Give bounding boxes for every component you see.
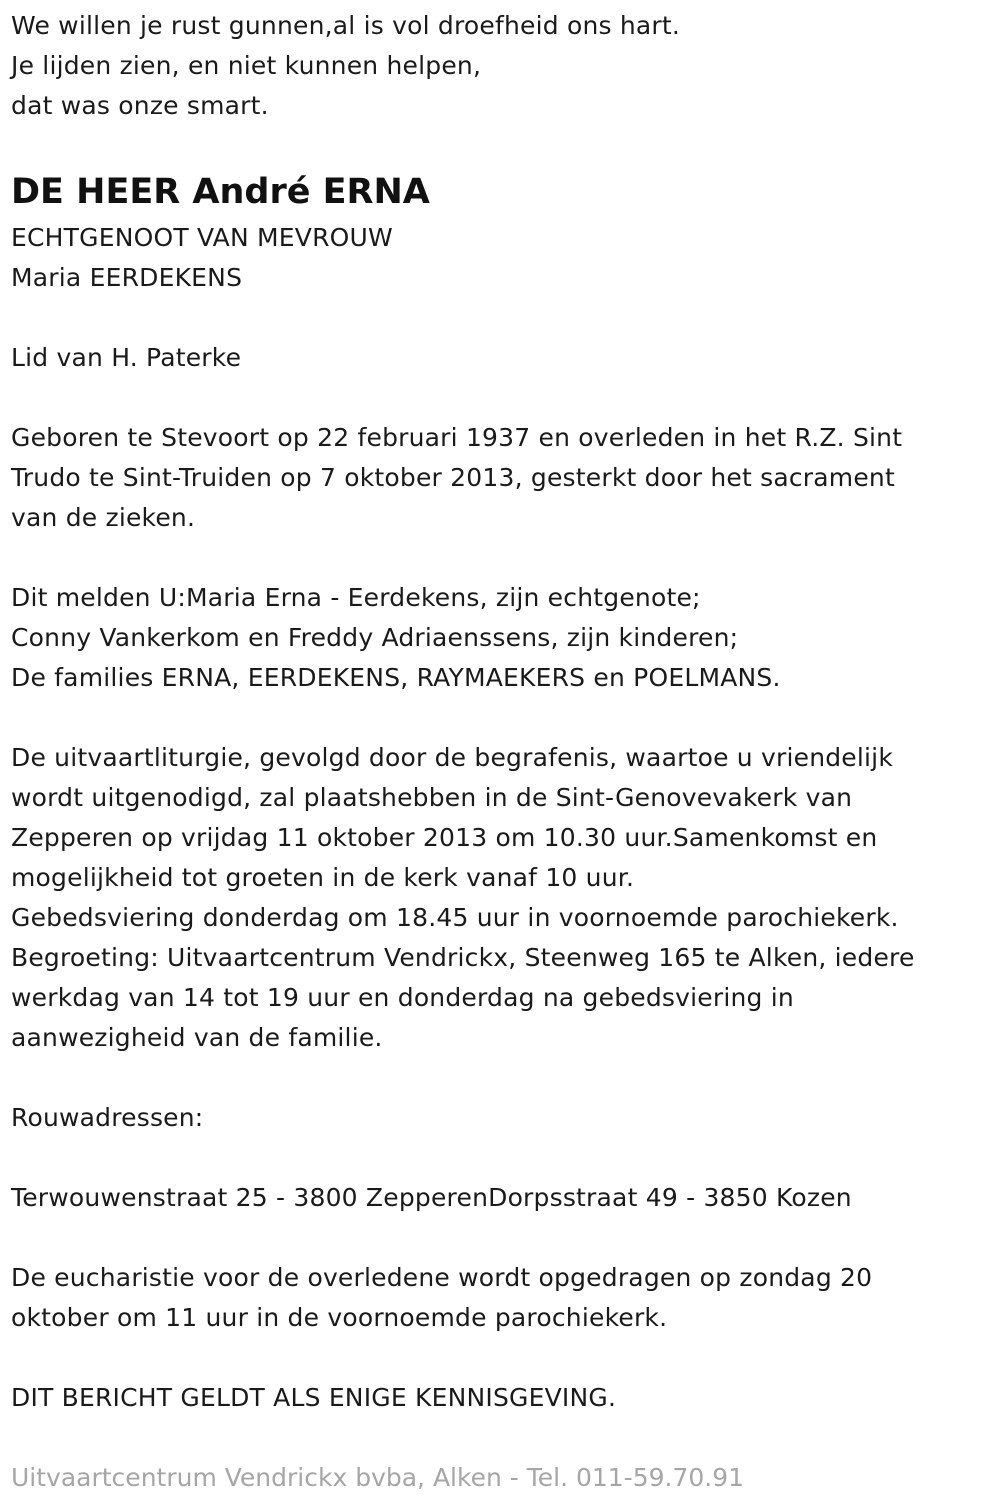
- deceased-name: DE HEER André ERNA: [11, 172, 430, 212]
- ceremony-line: mogelijkheid tot groeten in de kerk vanaf 10 uur.: [11, 863, 635, 892]
- membership-block: [11, 338, 960, 378]
- ceremony-line: Gebedsviering donderdag om 18.45 uur in voornoemde parochiekerk.: [11, 903, 899, 932]
- birth-death-block: [11, 418, 960, 538]
- notice: DIT BERICHT GELDT ALS ENIGE KENNISGEVING.: [11, 1383, 617, 1412]
- announcers-block: [11, 578, 960, 698]
- poem: [11, 6, 960, 126]
- ceremony-line: De uitvaartliturgie, gevolgd door de begrafenis, waartoe u vriendelijk: [11, 743, 894, 772]
- spouse-title: ECHTGENOOT VAN MEVROUW: [11, 223, 393, 252]
- addresses: Terwouwenstraat 25 - 3800 ZepperenDorpsstraat 49 - 3850 Kozen: [11, 1183, 852, 1212]
- spouse-name: Maria EERDEKENS: [11, 263, 243, 292]
- announcer-line: Dit melden U:Maria Erna - Eerdekens, zijn echtgenote;: [11, 583, 701, 612]
- announcer-line: De families ERNA, EERDEKENS, RAYMAEKERS en POELMANS.: [11, 663, 781, 692]
- funeral-home-footer: Uitvaartcentrum Vendrickx bvba, Alken - Tel. 011-59.70.91: [11, 1463, 745, 1492]
- eucharist-line: De eucharistie voor de overledene wordt opgedragen op zondag 20: [11, 1263, 873, 1292]
- ceremony-line: Zepperen op vrijdag 11 oktober 2013 om 10.30 uur.Samenkomst en: [11, 823, 878, 852]
- addresses-label: Rouwadressen:: [11, 1103, 204, 1132]
- addresses-block: [11, 1178, 960, 1218]
- ceremony-line: werkdag van 14 tot 19 uur en donderdag na gebedsviering in: [11, 983, 794, 1012]
- eucharist-line: oktober om 11 uur in de voornoemde parochiekerk.: [11, 1303, 668, 1332]
- addresses-label-block: [11, 1098, 960, 1138]
- deceased-block: [11, 170, 960, 298]
- poem-line: dat was onze smart.: [11, 91, 269, 120]
- birth-death-line: Trudo te Sint-Truiden op 7 oktober 2013, gesterkt door het sacrament: [11, 463, 895, 492]
- announcer-line: Conny Vankerkom en Freddy Adriaenssens, zijn kinderen;: [11, 623, 739, 652]
- poem-line: Je lijden zien, en niet kunnen helpen,: [11, 51, 482, 80]
- birth-death-line: van de zieken.: [11, 503, 196, 532]
- poem-line: We willen je rust gunnen,al is vol droefheid ons hart.: [11, 11, 681, 40]
- birth-death-line: Geboren te Stevoort op 22 februari 1937 en overleden in het R.Z. Sint: [11, 423, 903, 452]
- ceremony-block: [11, 738, 960, 1058]
- ceremony-line: wordt uitgenodigd, zal plaatshebben in de Sint-Genovevakerk van: [11, 783, 853, 812]
- notice-block: [11, 1378, 960, 1418]
- ceremony-line: aanwezigheid van de familie.: [11, 1023, 383, 1052]
- ceremony-line: Begroeting: Uitvaartcentrum Vendrickx, Steenweg 165 te Alken, iedere: [11, 943, 915, 972]
- eucharist-block: [11, 1258, 960, 1338]
- membership: Lid van H. Paterke: [11, 343, 242, 372]
